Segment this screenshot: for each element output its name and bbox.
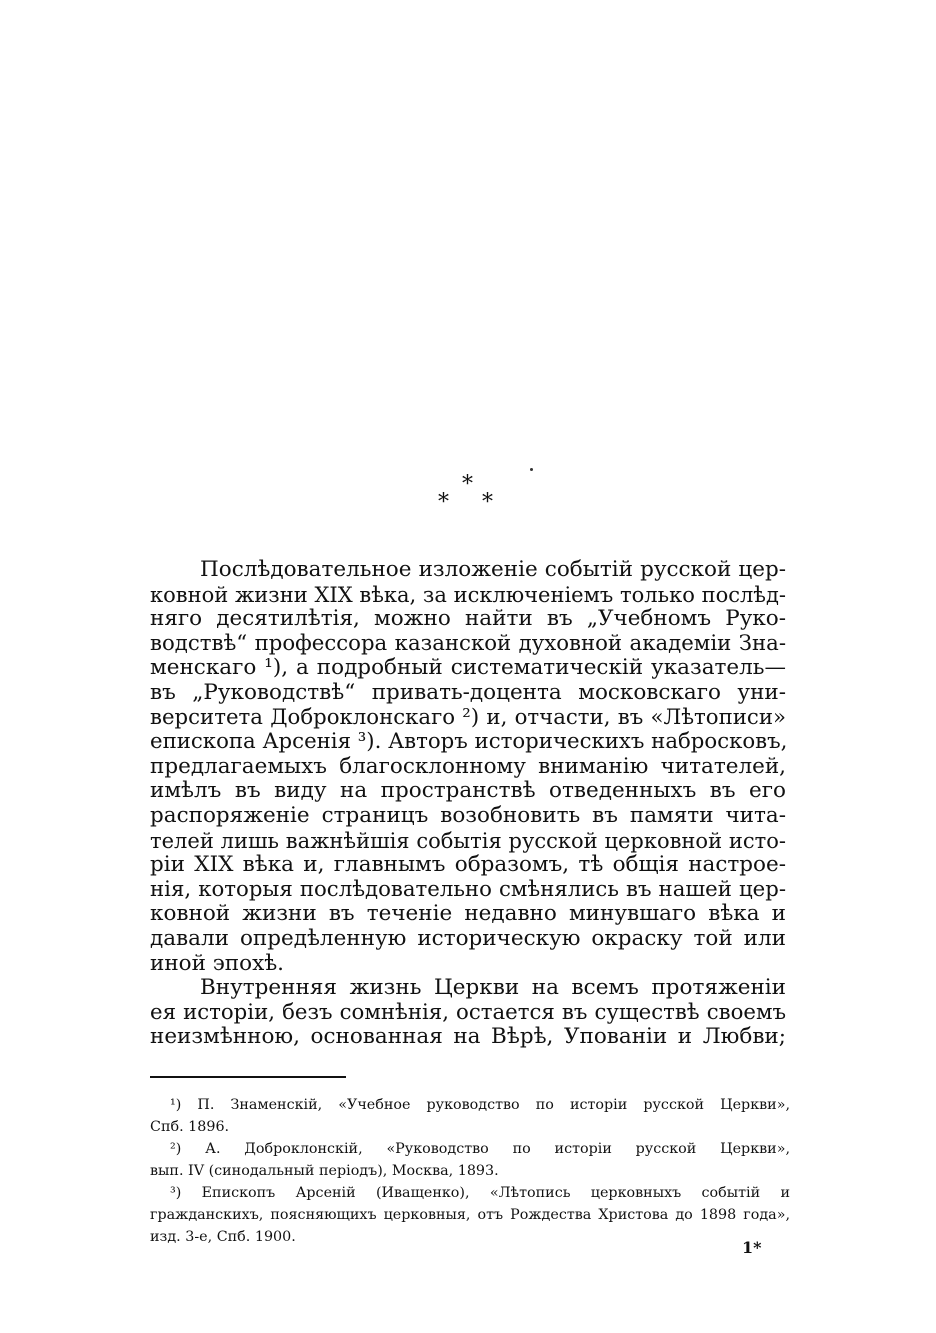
ornament-star-top: * — [462, 472, 473, 497]
footnote-line: ³) Епископъ Арсеній (Иващенко), «Лѣтопись церковныхъ событій и — [170, 1185, 790, 1201]
text-line: давали опредѣленную историческую окраску той или — [150, 925, 786, 951]
footnote-1 — [150, 1094, 790, 1138]
text-line: ковной жизни XIX вѣка, за исключеніемъ только послѣд- — [150, 582, 786, 607]
text-line: имѣлъ въ виду на пространствѣ отведенныхъ въ его — [150, 778, 786, 804]
text-line: ріи XIX вѣка и, главнымъ образомъ, тѣ общія настрое- — [150, 852, 786, 878]
text-line: нія, которыя послѣдовательно смѣнялись въ нашей цер- — [150, 876, 786, 902]
main-text — [150, 558, 786, 1050]
text-line: епископа Арсенія ³). Авторъ историческихъ набросковъ, — [150, 729, 788, 755]
text-line: Послѣдовательное изложеніе событій русской цер- — [200, 557, 786, 582]
text-line: телей лишь важнѣйшія событія русской церковной исто- — [150, 828, 786, 853]
text-line: няго десятилѣтія, можно найти въ „Учебномъ Руко- — [150, 606, 786, 632]
ornament-star-left: * — [438, 490, 449, 515]
footnote-line: гражданскихъ, поясняющихъ церковныя, отъ Рождества Христова до 1898 года», — [150, 1207, 790, 1223]
footnote-line: ²) А. Доброклонскій, «Руководство по исторіи русской Церкви», — [170, 1141, 790, 1157]
footnote-3 — [150, 1182, 790, 1248]
text-line: ковной жизни въ теченіе недавно минувшаго вѣка и — [150, 901, 786, 927]
footnote-rule — [150, 1076, 346, 1078]
text-line: менскаго ¹), а подробный систематическій указатель— — [150, 655, 786, 681]
text-line: иной эпохѣ. — [150, 950, 285, 976]
text-line: ея исторіи, безъ сомнѣнія, остается въ существѣ своемъ — [150, 999, 786, 1025]
footnote-line: вып. IV (синодальный періодъ), Москва, 1893. — [150, 1163, 499, 1179]
asterism-ornament — [430, 472, 510, 522]
ornament-star-right: * — [482, 490, 493, 515]
text-line: Внутренняя жизнь Церкви на всемъ протяженіи — [200, 975, 786, 1001]
footnote-2 — [150, 1138, 790, 1182]
footnote-line: ¹) П. Знаменскій, «Учебное руководство по исторіи русской Церкви», — [170, 1097, 790, 1113]
footnote-line: Спб. 1896. — [150, 1119, 230, 1135]
text-line: неизмѣнною, основанная на Вѣрѣ, Упованіи и Любви; — [150, 1024, 786, 1050]
ink-speck — [530, 468, 533, 471]
footnotes — [150, 1094, 790, 1248]
text-line: предлагаемыхъ благосклонному вниманію читателей, — [150, 753, 786, 779]
text-line: водствѣ“ профессора казанской духовной академіи Зна- — [150, 630, 786, 656]
text-line: въ „Руководствѣ“ привать-доцента московскаго уни- — [150, 679, 786, 705]
paragraph-1 — [150, 558, 786, 976]
paragraph-2 — [150, 976, 786, 1050]
signature-mark: 1* — [742, 1238, 762, 1257]
text-line: верситета Доброклонскаго ²) и, отчасти, въ «Лѣтописи» — [150, 704, 786, 730]
footnote-line: изд. 3-е, Спб. 1900. — [150, 1229, 296, 1245]
text-line: распоряженіе страницъ возобновить въ памяти чита- — [150, 802, 786, 828]
